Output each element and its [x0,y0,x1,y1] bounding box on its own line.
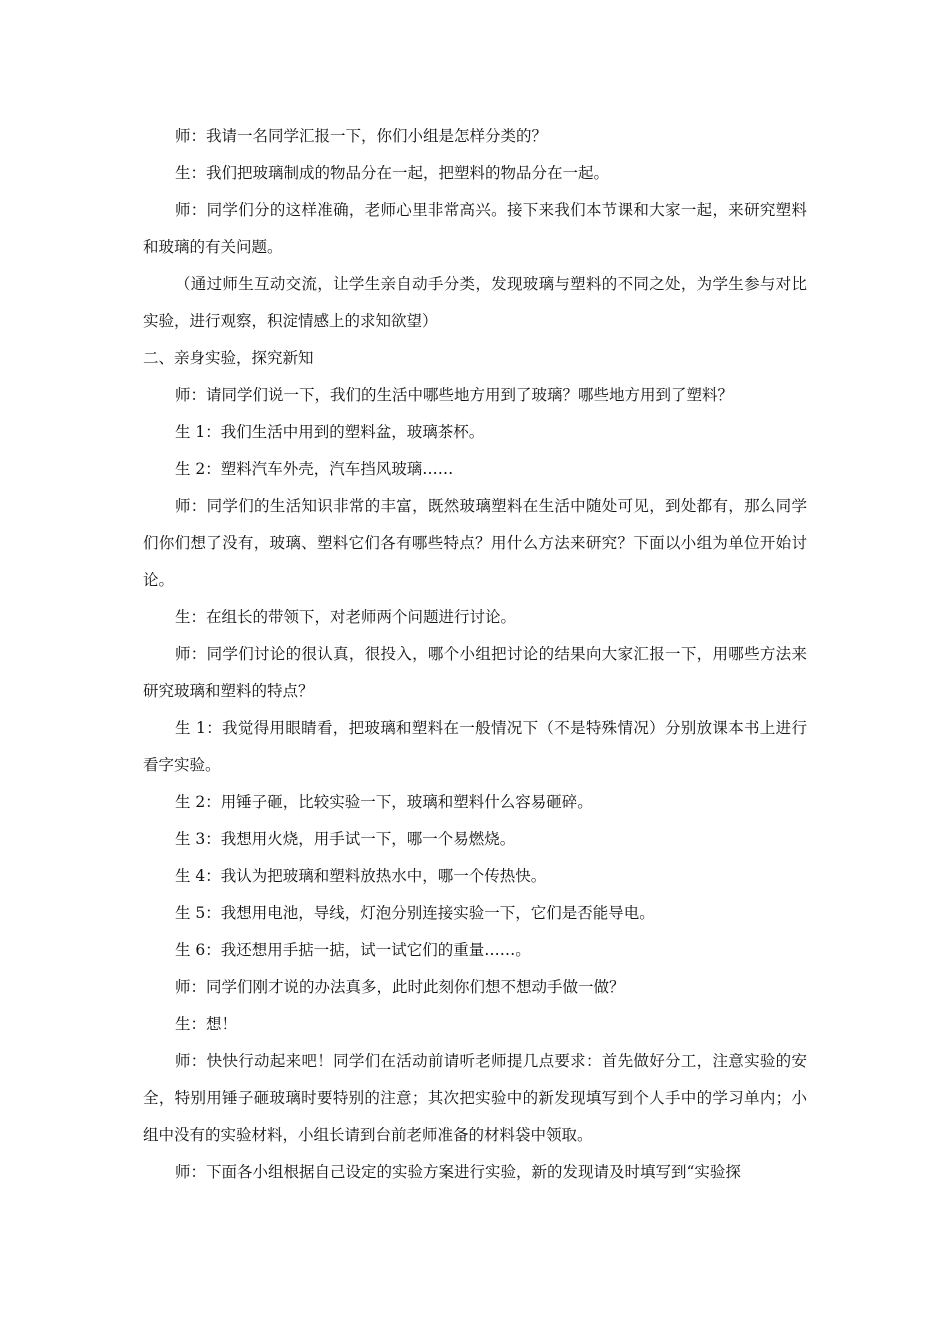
document-body [143,118,807,1191]
paragraph-student-6-method: 生 6：我还想用手掂一掂，试一试它们的重量……。 [175,941,531,959]
paragraph-student-2-method: 生 2：用锤子砸，比较实验一下，玻璃和塑料什么容易砸碎。 [175,793,593,811]
section-heading-experiment: 二、亲身实验，探究新知 [143,349,314,367]
paragraph-student-3-method: 生 3：我想用火烧，用手试一下，哪一个易燃烧。 [175,830,516,848]
paragraph-teacher-asks-report: 师：我请一名同学汇报一下，你们小组是怎样分类的？ [175,127,548,145]
paragraph-teacher-requirements: 师：快快行动起来吧！同学们在活动前请听老师提几点要求：首先做好分工，注意实验的安全，特别用锤子砸玻璃时要特别的注意；其次把实验中的新发现填写到个人手中的学习单内；小组中没有的实验材料，小组长请到台前老师准备的材料袋中领取。 [143,1052,807,1144]
paragraph-student-1-usage: 生 1：我们生活中用到的塑料盆，玻璃茶杯。 [175,423,485,441]
paragraph-teacher-discussion-prompt: 师：同学们的生活知识非常的丰富，既然玻璃塑料在生活中随处可见，到处都有，那么同学们你们想了没有，玻璃、塑料它们各有哪些特点？用什么方法来研究？下面以小组为单位开始讨论。 [143,497,807,589]
paragraph-student-2-usage: 生 2：塑料汽车外壳，汽车挡风玻璃…… [175,460,454,478]
paragraph-student-classification: 生：我们把玻璃制成的物品分在一起，把塑料的物品分在一起。 [175,164,610,182]
paragraph-teacher-hands-on-question: 师：同学们刚才说的办法真多，此时此刻你们想不想动手做一做？ [175,978,625,996]
paragraph-student-answer: 生：想！ [175,1015,238,1033]
paragraph-student-4-method: 生 4：我认为把玻璃和塑料放热水中，哪一个传热快。 [175,867,547,885]
paragraph-teacher-methods-question: 师：同学们讨论的很认真，很投入，哪个小组把讨论的结果向大家汇报一下，用哪些方法来研究玻璃和塑料的特点？ [143,645,807,700]
paragraph-teacher-experiment-instruction: 师：下面各小组根据自己设定的实验方案进行实验，新的发现请及时填写到“实验探 [175,1163,741,1181]
paragraph-student-5-method: 生 5：我想用电池，导线，灯泡分别连接实验一下，它们是否能导电。 [175,904,655,922]
paragraph-design-note: （通过师生互动交流，让学生亲自动手分类，发现玻璃与塑料的不同之处，为学生参与对比实验，进行观察，积淀情感上的求知欲望） [143,275,807,330]
paragraph-student-discussion: 生：在组长的带领下，对老师两个问题进行讨论。 [175,608,517,626]
paragraph-student-1-method: 生 1：我觉得用眼睛看，把玻璃和塑料在一般情况下（不是特殊情况）分别放课本书上进行看字实验。 [143,719,807,774]
paragraph-teacher-praise: 师：同学们分的这样准确，老师心里非常高兴。接下来我们本节课和大家一起，来研究塑料和玻璃的有关问题。 [143,201,807,256]
paragraph-teacher-question-usage: 师：请同学们说一下，我们的生活中哪些地方用到了玻璃？哪些地方用到了塑料？ [175,386,734,404]
